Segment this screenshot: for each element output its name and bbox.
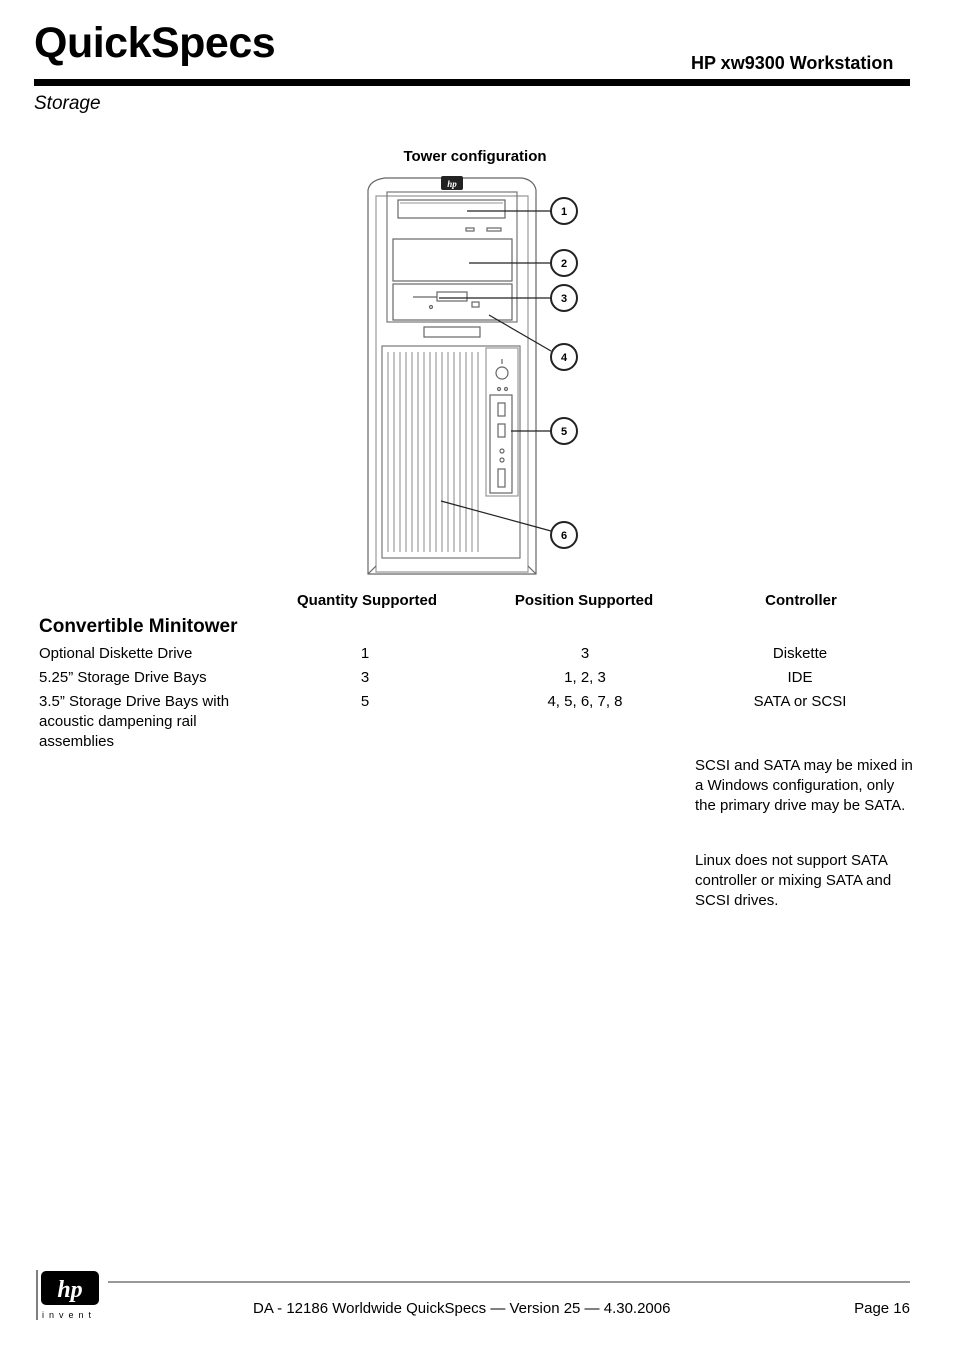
row-controller: SATA or SCSI xyxy=(753,693,847,710)
row-controller: Diskette xyxy=(772,645,828,662)
note-linux: Linux does not support SATA controller or mixing SATA and SCSI drives. xyxy=(695,852,892,909)
header-controller: Controller xyxy=(765,592,837,609)
section-title: Storage xyxy=(34,93,101,114)
row-quantity: 5 xyxy=(360,693,370,710)
group-title: Convertible Minitower xyxy=(39,616,238,637)
callout-label: 2 xyxy=(560,258,568,270)
row-name: Optional Diskette Drive xyxy=(39,645,193,662)
footer-doc-info: DA - 12186 Worldwide QuickSpecs — Version 25 — 4.30.2006 xyxy=(253,1300,671,1317)
row-position: 3 xyxy=(580,645,590,662)
svg-text:hp: hp xyxy=(447,179,457,189)
figure-title: Tower configuration xyxy=(403,148,547,165)
footer-page-number: Page 16 xyxy=(854,1300,910,1317)
footer-rule xyxy=(108,1281,910,1283)
header-quantity: Quantity Supported xyxy=(297,592,437,609)
hp-logo xyxy=(36,1268,106,1320)
product-name: HP xw9300 Workstation xyxy=(691,53,894,73)
svg-text:hp: hp xyxy=(57,1277,83,1303)
brand-title: QuickSpecs xyxy=(34,19,276,67)
row-position: 4, 5, 6, 7, 8 xyxy=(547,693,623,710)
row-quantity: 1 xyxy=(360,645,370,662)
note-scsi-sata: SCSI and SATA may be mixed in a Windows configuration, only the primary drive may be SATA. xyxy=(695,757,913,814)
callout-label: 6 xyxy=(560,530,568,542)
header-position: Position Supported xyxy=(514,592,654,609)
header-rule xyxy=(34,79,910,86)
callout-label: 3 xyxy=(560,293,568,305)
row-quantity: 3 xyxy=(360,669,370,686)
svg-text:invent: invent xyxy=(42,1310,97,1320)
callout-label: 1 xyxy=(560,206,568,218)
row-name: 3.5” Storage Drive Bays with acoustic dampening rail assemblies xyxy=(39,693,230,750)
row-position: 1, 2, 3 xyxy=(564,669,606,686)
callout-label: 5 xyxy=(560,426,568,438)
callout-label: 4 xyxy=(560,352,568,364)
row-name: 5.25” Storage Drive Bays xyxy=(39,669,207,686)
tower-diagram xyxy=(355,168,595,580)
row-controller: IDE xyxy=(787,669,813,686)
